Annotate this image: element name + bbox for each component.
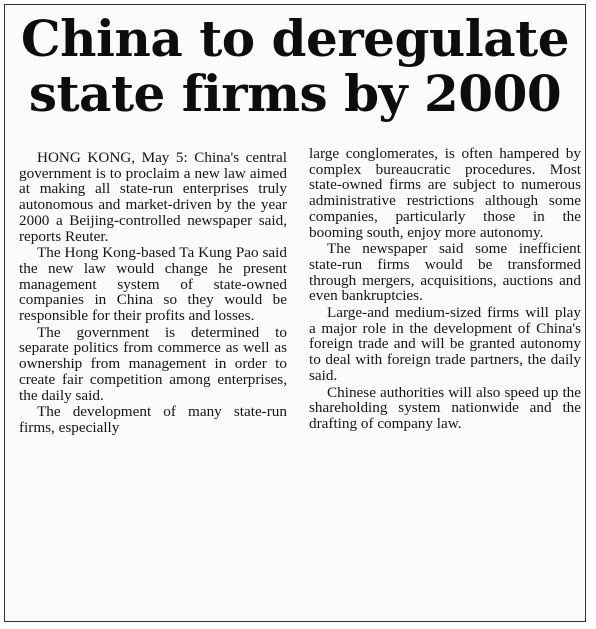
headline-line-2: state firms by 2000 (28, 64, 562, 123)
paragraph: The Hong Kong-based Ta Kung Pao said the new law would change he present management system of state-owned companies in China so they would be responsible for their profits and losses. (19, 244, 287, 325)
paragraph: HONG KONG, May 5: China's central government is to proclaim a new law aimed at making all state-run enterprises truly autonomous and market-driven by the year 2000 a Beijing-controlled newspaper said, reports Reuter. (19, 149, 287, 245)
headline (5, 11, 585, 121)
article-column-right (309, 146, 581, 432)
paragraph: The government is determined to separate politics from commerce as well as ownership from management in order to create fair competition among enterprises, the daily said. (19, 323, 287, 404)
paragraph-continued: large conglomerates, is often hampered by complex bureaucratic procedures. Most state-owned firms are subject to numerous administrative restrictions although some companies, particularly those in the booming south, enjoy more autonomy. (309, 145, 581, 241)
paragraph: The development of many state-run firms, especially (19, 403, 287, 436)
newspaper-clipping (4, 4, 586, 622)
article-column-left (19, 150, 287, 436)
paragraph: Large-and medium-sized firms will play a major role in the development of China's foreign trade and will be granted autonomy to deal with foreign trade partners, the daily said. (309, 304, 581, 384)
headline-line-1: China to deregulate (20, 9, 570, 68)
paragraph: The newspaper said some inefficient state-run firms would be transformed through mergers, acquisitions, auctions and even bankruptcies. (309, 240, 581, 305)
paragraph: Chinese authorities will also speed up the shareholding system nationwide and the drafting of company law. (309, 383, 581, 432)
